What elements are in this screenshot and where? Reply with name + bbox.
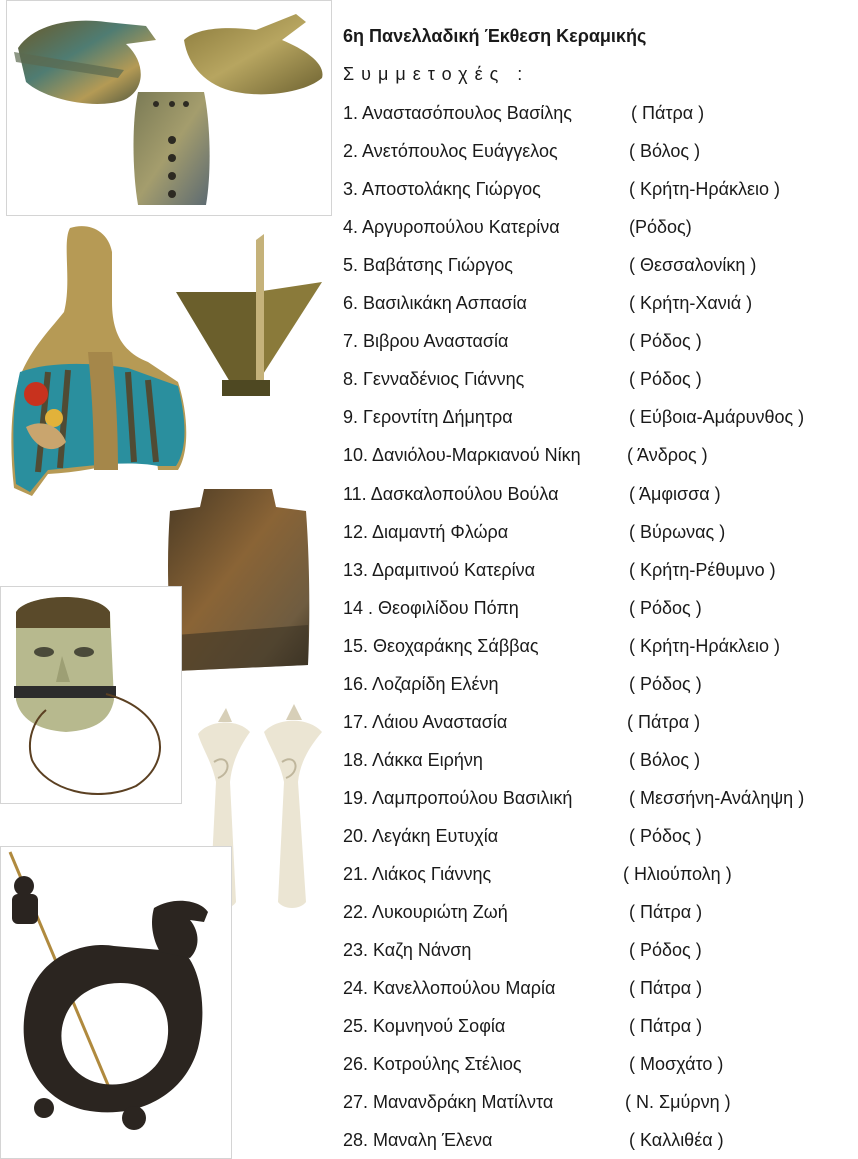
participant-place: ( Πάτρα ): [629, 1016, 703, 1037]
participant-name: 12. Διαμαντή Φλώρα: [343, 521, 509, 542]
participant-place: ( Θεσσαλονίκη ): [629, 255, 757, 276]
participant-name: 9. Γεροντίτη Δήμητρα: [343, 407, 513, 428]
participant-name: 11. Δασκαλοπούλου Βούλα: [343, 483, 559, 504]
participant-name: 1. Αναστασόπουλος Βασίλης: [343, 103, 572, 123]
participants-heading: Συμμετοχές :: [343, 64, 530, 84]
participant-name: 17. Λάιου Αναστασία: [343, 711, 508, 732]
participant-place: ( Ρόδος ): [629, 940, 702, 961]
participant-place: ( Ρόδος ): [629, 597, 702, 618]
ceramic-mask-image: [6, 590, 176, 800]
participant-name: 26. Κοτρούλης Στέλιος: [343, 1054, 522, 1075]
participant-name: 20. Λεγάκη Ευτυχία: [343, 825, 499, 846]
participant-name: 2. Ανετόπουλος Ευάγγελος: [343, 141, 558, 162]
participant-name: 7. Βιβρου Αναστασία: [343, 331, 509, 352]
participant-place: ( Ρόδος ): [629, 825, 702, 846]
participant-name: 6. Βασιλικάκη Ασπασία: [343, 293, 527, 314]
participant-place: ( Κρήτη-Ηράκλειο ): [629, 635, 781, 656]
participant-name: 13. Δραμιτινού Κατερίνα: [343, 559, 536, 580]
participant-place: ( Καλλιθέα ): [629, 1130, 724, 1151]
participant-name: 3. Αποστολάκης Γιώργος: [343, 179, 541, 200]
participant-place: ( Ν. Σμύρνη ): [625, 1092, 731, 1113]
participant-name: 15. Θεοχαράκης Σάββας: [343, 635, 539, 656]
participant-place: ( Άμφισσα ): [629, 483, 721, 504]
participant-name: 5. Βαβάτσης Γιώργος: [343, 255, 513, 276]
participant-name: 24. Κανελλοπούλου Μαρία: [343, 978, 556, 999]
participant-name: 21. Λιάκος Γιάννης: [343, 864, 492, 884]
participant-place: ( Μοσχάτο ): [629, 1054, 724, 1075]
participant-place: ( Άνδρος ): [627, 445, 708, 466]
participant-name: 10. Δανιόλου-Μαρκιανού Νίκη: [343, 445, 581, 466]
participant-place: ( Πάτρα ): [629, 902, 703, 923]
participant-name: 23. Καζη Νάνση: [343, 940, 472, 961]
ceramic-vest-figure-image: [8, 222, 192, 500]
participant-name: 27. Μανανδράκη Ματίλντα: [343, 1092, 554, 1113]
participant-name: 14 . Θεοφιλίδου Πόπη: [343, 597, 519, 618]
participant-place: ( Κρήτη-Ηράκλειο ): [629, 179, 781, 200]
participant-name: 8. Γενναδένιος Γιάννης: [343, 369, 525, 390]
participant-place: ( Κρήτη-Ρέθυμνο ): [629, 559, 776, 580]
participant-place: ( Πάτρα ): [631, 103, 705, 123]
participant-name: 16. Λοζαρίδη Ελένη: [343, 673, 499, 694]
participant-place: ( Πάτρα ): [629, 978, 703, 999]
participant-place: ( Μεσσήνη-Ανάληψη ): [629, 787, 805, 808]
participant-place: ( Ηλιούπολη ): [623, 864, 732, 884]
participant-place: ( Κρήτη-Χανιά ): [629, 293, 753, 314]
participant-name: 22. Λυκουριώτη Ζωή: [343, 902, 508, 923]
participant-place: ( Βύρωνας ): [629, 521, 726, 542]
ceramic-black-ring-image: [4, 848, 230, 1154]
ceramic-folded-vase-image: [172, 230, 328, 402]
participant-name: 19. Λαμπροπούλου Βασιλική: [343, 787, 573, 808]
participant-place: ( Πάτρα ): [627, 711, 701, 732]
participant-place: ( Βόλος ): [629, 141, 701, 162]
participant-name: 4. Αργυροπούλου Κατερίνα: [343, 217, 560, 238]
participant-name: 28. Μαναλη Έλενα: [343, 1130, 493, 1151]
participant-place: ( Βόλος ): [629, 749, 701, 770]
exhibition-title: 6η Πανελλαδική Έκθεση Κεραμικής: [343, 26, 647, 46]
participant-place: ( Ρόδος ): [629, 673, 702, 694]
participant-name: 25. Κομνηνού Σοφία: [343, 1016, 506, 1037]
ceramic-birds-image: [6, 0, 332, 216]
ceramic-box-vase-image: [160, 485, 316, 683]
participant-place: ( Ρόδος ): [629, 369, 702, 390]
participant-place: ( Εύβοια-Αμάρυνθος ): [629, 407, 805, 428]
participant-place: ( Ρόδος ): [629, 331, 702, 352]
participant-name: 18. Λάκκα Ειρήνη: [343, 749, 483, 770]
participant-place: (Ρόδος): [629, 217, 692, 238]
